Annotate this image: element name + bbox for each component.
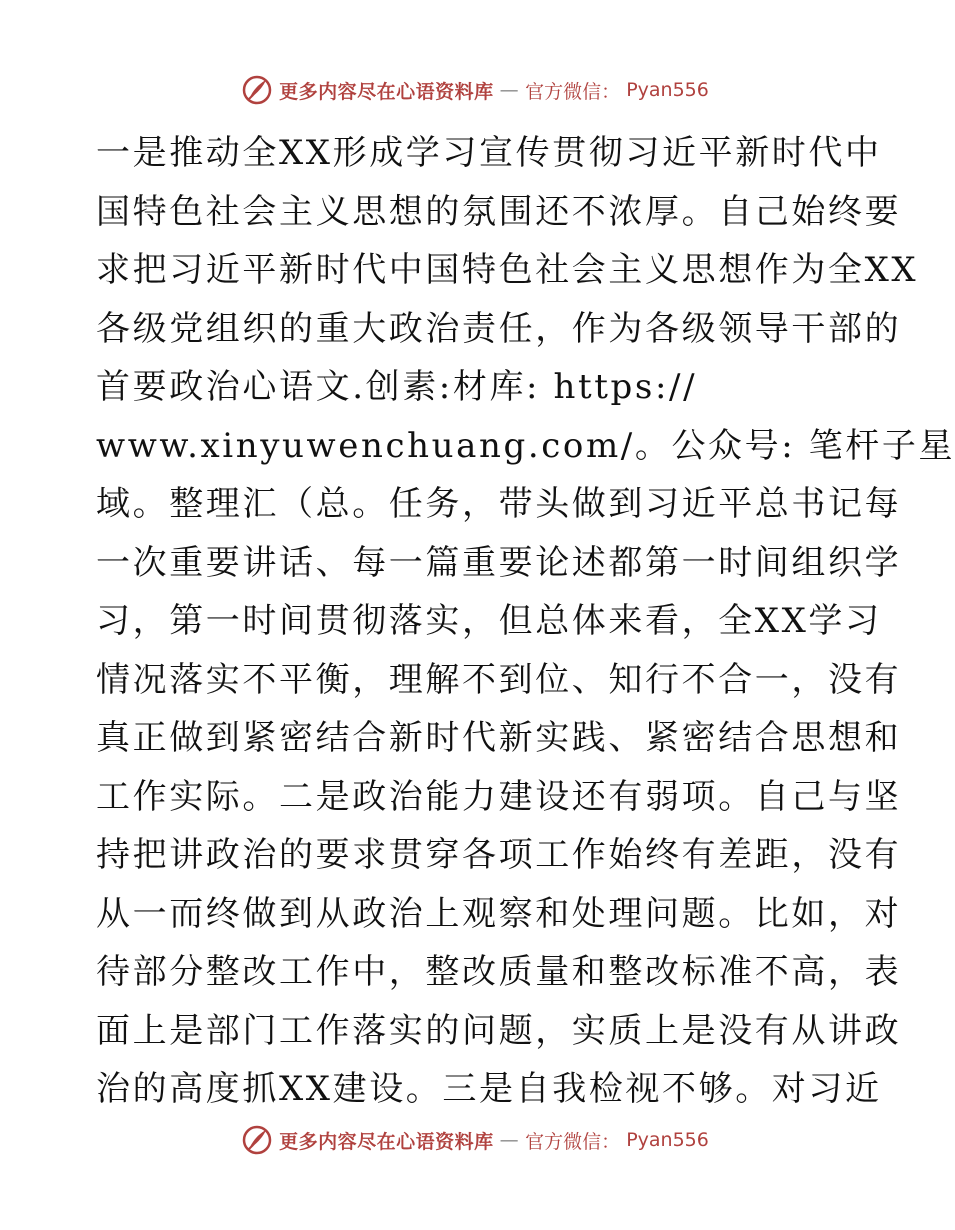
body-line: 一次重要讲话、每一篇重要论述都第一时间组织学 xyxy=(96,542,902,583)
body-line: 求把习近平新时代中国特色社会主义思想作为全XX xyxy=(96,250,919,290)
footer-brand: 更多内容尽在心语资料库 xyxy=(279,1130,494,1153)
header-separator: — xyxy=(499,79,520,101)
footer-official-label: 官方微信： xyxy=(525,1130,621,1153)
footer-wechat-id: Pyan556 xyxy=(626,1129,709,1151)
body-line: 治的高度抓XX建设。三是自我检视不够。对习近 xyxy=(96,1069,882,1109)
header-banner xyxy=(0,70,950,110)
footer-banner xyxy=(0,1120,950,1160)
body-line: 一是推动全XX形成学习宣传贯彻习近平新时代中 xyxy=(96,133,882,173)
body-line: 待部分整改工作中，整改质量和整改标准不高，表 xyxy=(96,952,902,992)
document-body xyxy=(96,124,955,1114)
header-brand: 更多内容尽在心语资料库 xyxy=(279,80,494,103)
body-line: 真正做到紧密结合新时代新实践、紧密结合思想和 xyxy=(96,718,902,758)
feather-pen-logo-icon xyxy=(241,1124,273,1156)
header-official-label: 官方微信： xyxy=(525,80,621,103)
body-line: 域。整理汇（总。任务，带头做到习近平总书记每 xyxy=(96,484,902,524)
body-line: 国特色社会主义思想的氛围还不浓厚。自己始终要 xyxy=(96,191,902,232)
feather-pen-logo-icon xyxy=(241,74,273,106)
body-line: 首要政治心语文.创素:材库: https:// xyxy=(96,367,698,407)
body-line: www.xinyuwenchuang.com/。公众号: 笔杆子星 xyxy=(96,425,955,466)
body-line: 习，第一时间贯彻落实，但总体来看，全XX学习 xyxy=(96,601,882,641)
header-wechat-id: Pyan556 xyxy=(626,79,709,101)
body-line: 工作实际。二是政治能力建设还有弱项。自己与坚 xyxy=(96,776,902,817)
body-line: 情况落实不平衡，理解不到位、知行不合一，没有 xyxy=(96,659,902,700)
body-line: 面上是部门工作落实的问题，实质上是没有从讲政 xyxy=(96,1010,902,1051)
body-line: 持把讲政治的要求贯穿各项工作始终有差距，没有 xyxy=(96,835,902,875)
body-line: 各级党组织的重大政治责任，作为各级领导干部的 xyxy=(96,308,902,349)
body-line: 从一而终做到从政治上观察和处理问题。比如，对 xyxy=(96,893,902,934)
footer-separator: — xyxy=(499,1129,520,1151)
